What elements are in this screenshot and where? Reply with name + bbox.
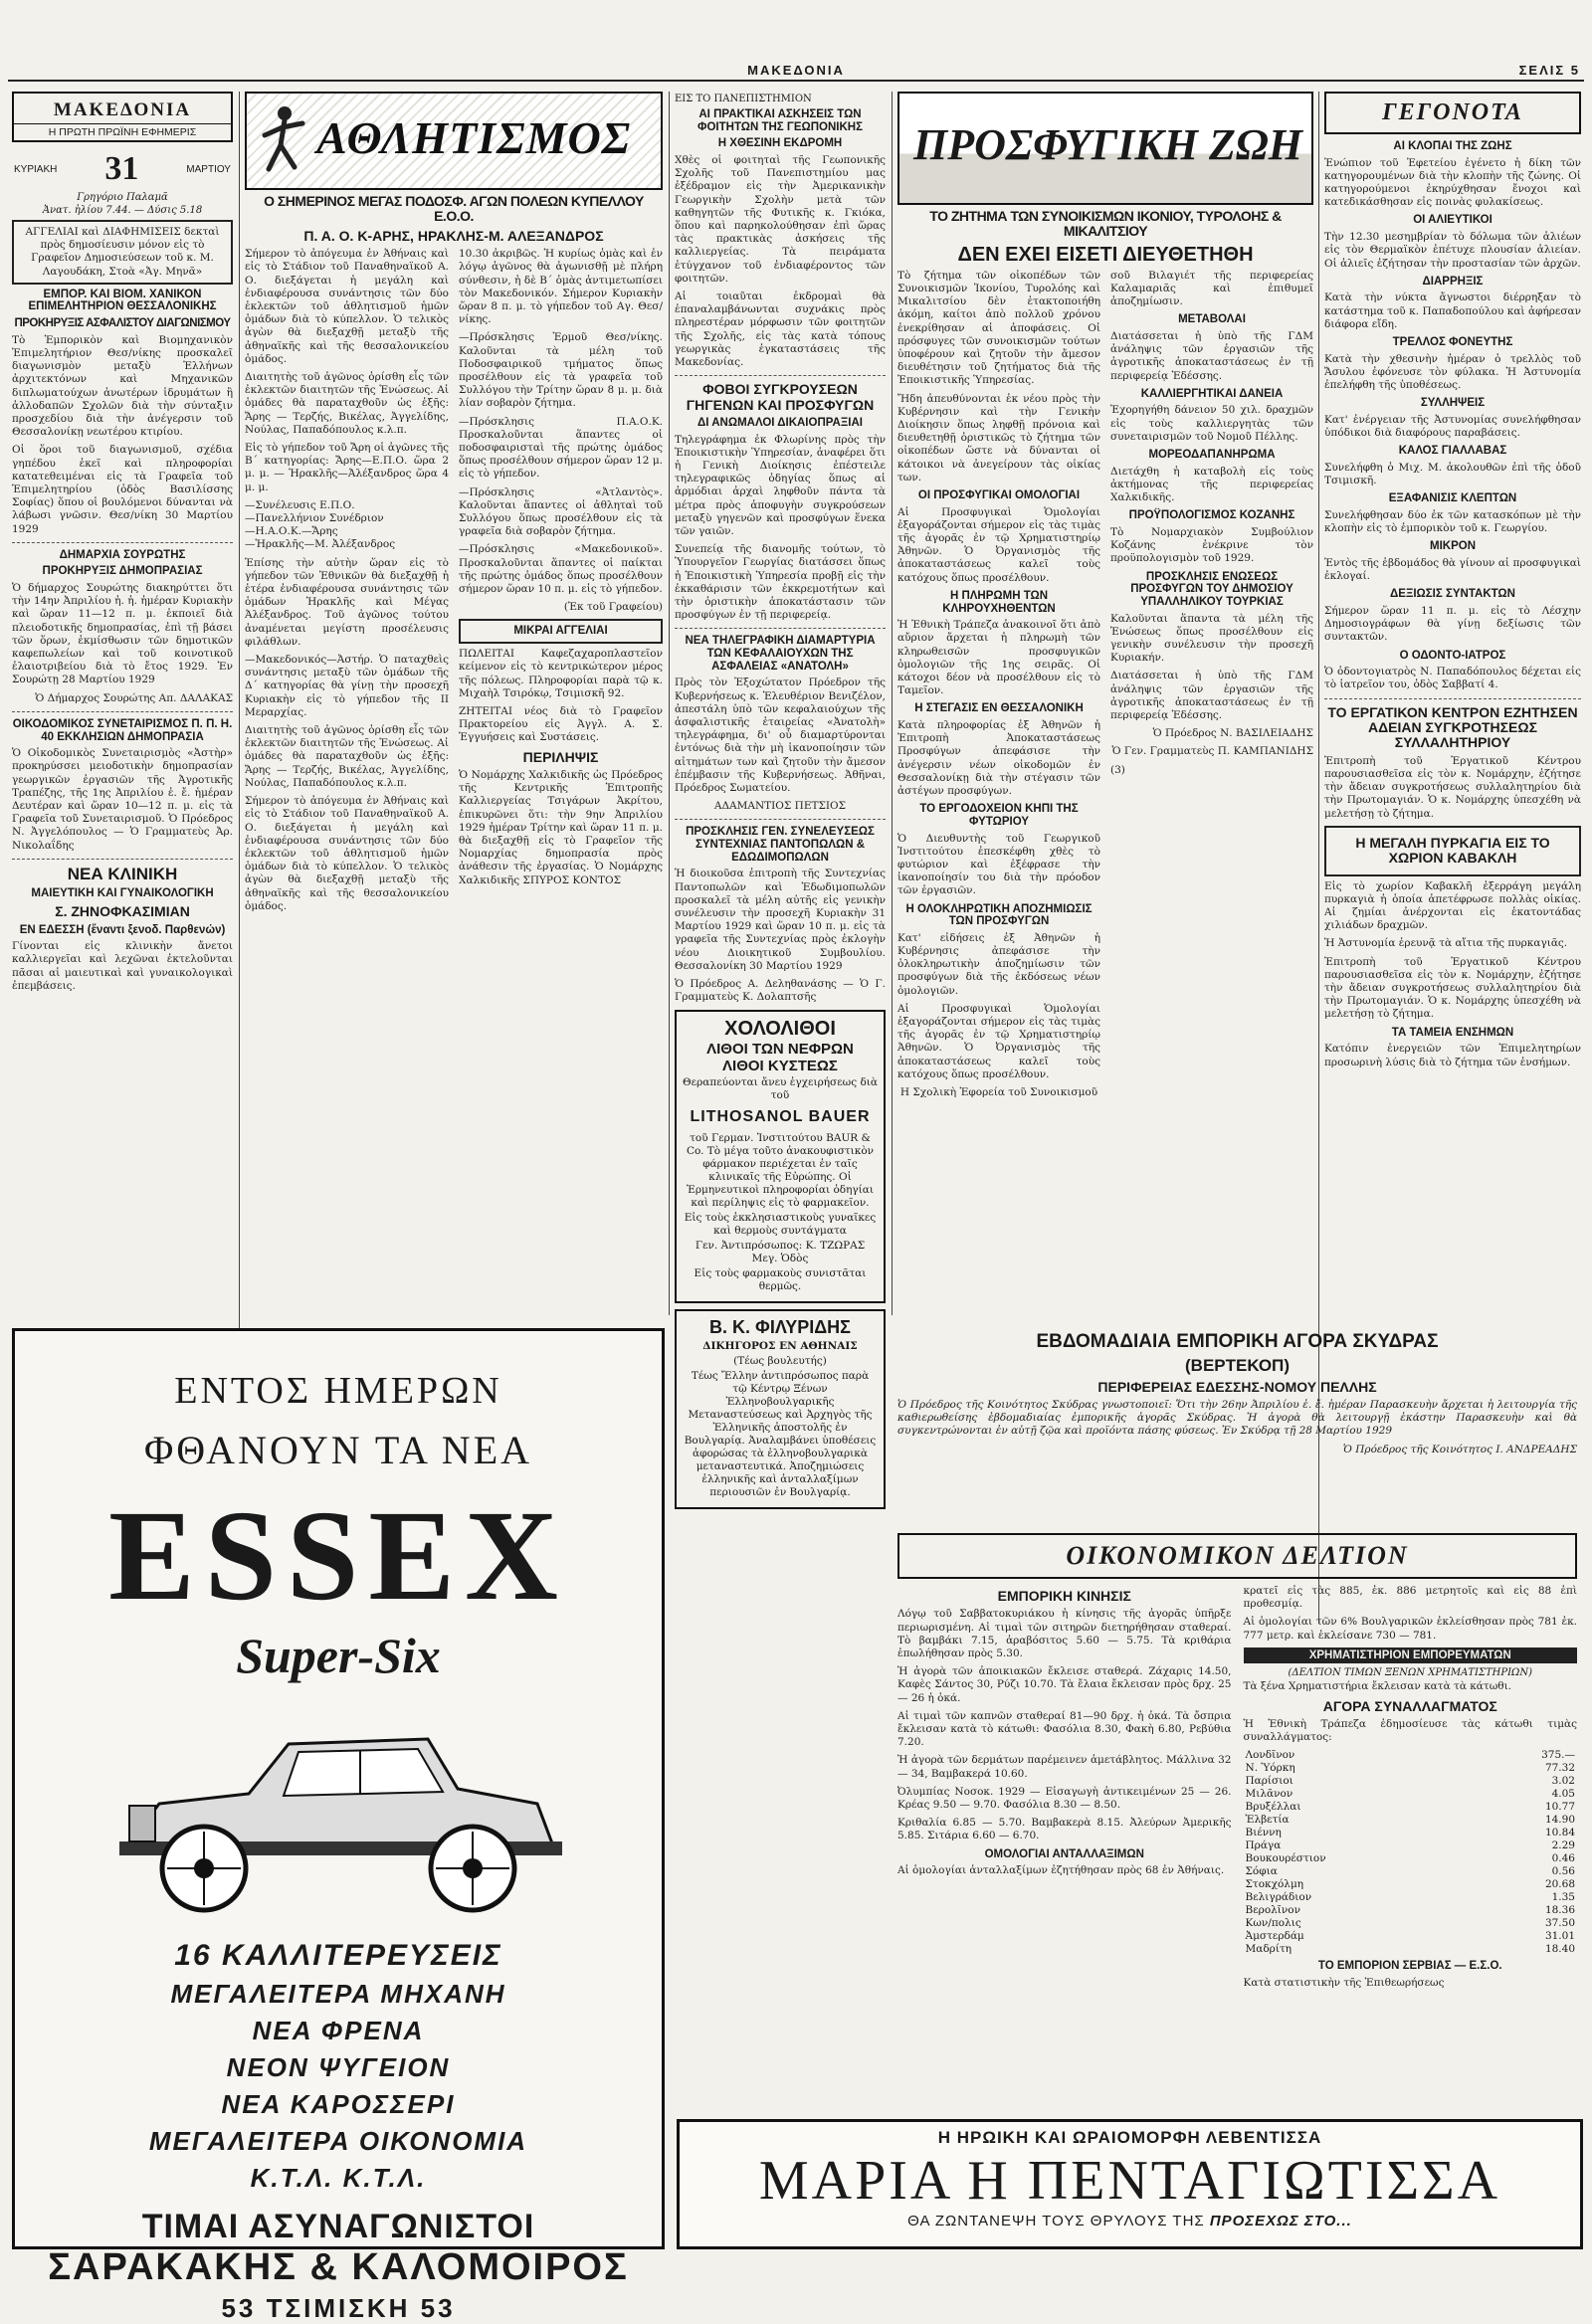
lawyer-name: Β. Κ. ΦΙΛΥΡΙΔΗΣ xyxy=(709,1317,851,1338)
essex-feature: ΝΕΑ ΚΑΡΟΣΣΕΡΙ xyxy=(221,2089,456,2119)
heading-not-resolved: ΔΕΝ ΕΧΕΙ ΕΙΣΕΤΙ ΔΙΕΥΘΕΤΗΘΗ xyxy=(957,243,1254,266)
rate-city: Ἐλβετία xyxy=(1245,1814,1290,1827)
rate-city: Ἀμστερδάμ xyxy=(1245,1930,1304,1943)
address-number: 53 xyxy=(420,2293,456,2323)
article-text: Αἱ τοιαῦται ἐκδρομαὶ θὰ ἐπαναλαμβάνωνται συχνάκις πρὸς πληρεστέραν μόρφωσιν τῶν φοιτητῶν τῆς Σχολῆς, εἰς τὰς κατὰ τόπους γεωργικὰς ἐγκαταστάσεις τῆς Μακεδονίας. xyxy=(675,290,886,368)
rate-value: 10.77 xyxy=(1544,1801,1575,1814)
heading-diarrixis: ΔΙΑΡΡΗΞΙΣ xyxy=(1422,275,1484,288)
market-signature: Ὁ Πρόεδρος τῆς Κοινότητος Ι. ΑΝΔΡΕΑΔΗΣ xyxy=(1342,1443,1577,1455)
heading-dimarxia: ΔΗΜΑΡΧΙΑ ΣΟΥΡΩΤΗΣ xyxy=(59,548,186,561)
col4-left xyxy=(897,270,1100,1104)
article-text: Κατόπιν ἐνεργειῶν τῶν Ἐπιμελητηρίων προσωρινὴ λύσις διὰ τὸ ζήτημα τῶν ἐνσήμων. xyxy=(1324,1043,1581,1068)
heading-main: Ο ΣΗΜΕΡΙΝΟΣ ΜΕΓΑΣ ΠΟΔΟΣΦ. ΑΓΩΝ ΠΟΛΕΩΝ ΚΥΠΕΛΛΟΥ Ε.Ο.Ο. xyxy=(264,193,644,225)
article-text: Αἱ ὁμολογίαι ἀνταλλαξίμων ἐζητήθησαν πρὸς 68 ἐν Ἀθήναις. xyxy=(897,1864,1225,1877)
clinic-subtitle: ΜΑΙΕΥΤΙΚΗ ΚΑΙ ΓΥΝΑΙΚΟΛΟΓΙΚΗ xyxy=(31,887,214,900)
rate-value: 10.84 xyxy=(1544,1827,1575,1840)
heading-synetairismos: ΟΙΚΟΔΟΜΙΚΟΣ ΣΥΝΕΤΑΙΡΙΣΜΟΣ Π. Π. Η. 40 ΕΚΚΛΗΣΙΩΝ ΔΗΜΟΠΡΑΣΙΑ xyxy=(12,717,233,743)
calendar-saint: Γρηγόριο Παλαμᾶ xyxy=(77,192,168,203)
essex-line-2: ΦΘΑΝΟΥΝ ΤΑ ΝΕΑ xyxy=(143,1428,533,1472)
rate-value: 1.35 xyxy=(1551,1891,1575,1904)
rate-city: Μιλᾶνον xyxy=(1245,1788,1294,1801)
sports-col-right xyxy=(459,248,663,918)
heading-stegasis: Η ΣΤΕΓΑΣΙΣ ΕΝ ΘΕΣΣΑΛΟΝΙΚΗ xyxy=(914,702,1084,715)
masthead-name: ΜΑΚΕΔΟΝΙΑ xyxy=(53,99,192,120)
article-text: Αἱ τιμαὶ τῶν καπνῶν σταθεραί 81—90 δρχ. ἡ ὀκά. Τὰ ὄσπρια ἔκλεισαν κατὰ τὸ κάτωθι: Φασόλια 8.30, Φακὴ 6.80, Ρεβύθια 7.20. xyxy=(897,1709,1232,1749)
market-text: Ὁ Πρόεδρος τῆς Κοινότητος Σκύδρας γνωστοποιεῖ: Ὅτι τὴν 26ην Ἀπριλίου ἐ. ἔ. ἡμέραν Παρασκευὴν ἄρχεται ἡ λειτουργία τῆς καθιερωθείσης ἑβδομαδιαίας ἐμπορικῆς ἀγορᾶς Σκύδρας. Ἡ ἀγορὰ θὰ λειτουργῇ ἑκάστην Παρασκευὴν καὶ θὰ συγκεντρώνονται ἐν αὐτῇ ζῷα καὶ προϊόντα πάσης φύσεως. Ἐν Σκύδρᾳ τῇ 28 Μαρτίου 1929 xyxy=(897,1398,1577,1438)
fire-box xyxy=(1324,826,1581,876)
heading-fovoi: ΦΟΒΟΙ ΣΥΓΚΡΟΥΣΕΩΝ ΓΗΓΕΝΩΝ ΚΑΙ ΠΡΟΣΦΥΓΩΝ xyxy=(686,381,875,413)
article-text: Ὁ Οἰκοδομικὸς Συνεταιρισμὸς «Ἀστὴρ» προκηρύσσει μειοδοτικὴν δημοπρασίαν γεωργικῶν ἐργασιῶν τῆς Ἀγροτικῆς Τραπέζης, τῆς 1ης Ἀπριλίου ἐ. ἔ. ἡμέραν Δευτέραν καὶ ὥραν 10—12 π. μ. εἰς τὰ Γραφεῖα τοῦ Συνεταιρισμοῦ. Ὁ Πρόεδρος Ν. Ἀγγελόπουλος — Ὁ Γραμματεὺς Ἀρ. Νικολαΐδης xyxy=(12,747,233,852)
divider xyxy=(12,711,233,712)
heading-agora-synallagmatos: ΑΓΟΡΑ ΣΥΝΑΛΛΑΓΜΑΤΟΣ xyxy=(1322,1697,1497,1714)
article-text: Κριθαλία 6.85 — 5.70. Βαμβακερὰ 8.15. Ἀλεύρων Ἀμερικῆς 5.85. Σιτάρια 6.60 — 6.70. xyxy=(897,1817,1232,1842)
essex-price: ΤΙΜΑΙ ΑΣΥΝΑΓΩΝΙΣΤΟΙ xyxy=(141,2208,535,2245)
heading-dimoprasias: ΠΡΟΚΗΡΥΞΙΣ ΔΗΜΟΠΡΑΣΙΑΣ xyxy=(42,565,203,578)
article-text: Πρὸς τὸν Ἐξοχώτατον Πρόεδρον τῆς Κυβερνήσεως κ. Ἐλευθέριον Βενιζέλον, ἀπεστάλη ὑπὸ τῶν κεφαλαιούχων τῆς ἀσφαλιστικῆς ἑταιρείας «Ἀνατολὴ» τηλεγράφημα, δι' οὗ διαμαρτύρονται ἐντόνως διὰ τὴν μὴ ἱκανοποίησιν τῶν αἰτημάτων των καὶ ζητοῦν τὴν ἄμεσον ἐπέμβασιν τῆς Κυβερνήσεως. Ἀθῆναι, Πρόεδρος Σωματείου. xyxy=(675,677,886,794)
rate-value: 0.46 xyxy=(1551,1852,1575,1865)
rate-city: Πράγα xyxy=(1245,1840,1282,1852)
rate-city: Βρυξέλλαι xyxy=(1245,1801,1301,1814)
heading-diamartyria: ΝΕΑ ΤΗΛΕΓΡΑΦΙΚΗ ΔΙΑΜΑΡΤΥΡΙΑ ΤΩΝ ΚΕΦΑΛΑΙΟΥΧΩΝ ΤΗΣ ΑΣΦΑΛΕΙΑΣ «ΑΝΑΤΟΛΗ» xyxy=(685,635,876,673)
article-text: Λόγῳ τοῦ Σαββατοκυριάκου ἡ κίνησις τῆς ἀγορᾶς ὑπῆρξε περιωρισμένη. Αἱ τιμαὶ τῶν σιτηρῶν διετηρήθησαν σταθεραί. Τὸ βαμβάκι 7.15, ἀραβόσιτος 5.60 — 5.75. Τὰ κριθάρια ἐπωλήθησαν πρὸς 5.30. xyxy=(897,1608,1232,1659)
address-number: 53 xyxy=(221,2293,257,2323)
article-text: —Πρόσκλησις «Μακεδονικοῦ». Προσκαλοῦνται ἅπαντες οἱ παίκται τῆς πρώτης ὁμάδος ὅπως προσέλθουν σήμερον ὥραν 10 π. μ. εἰς τὸ γήπεδον. xyxy=(459,543,663,596)
rate-city: Ν. Ὑόρκη xyxy=(1245,1762,1295,1775)
article-text: Τὸ ζήτημα τῶν οἰκοπέδων τῶν Συνοικισμῶν Ἰκονίου, Τυρολόης καὶ Μικαλιτσίου δὲν ἐτακτοποιήθη ἀκόμη, καίτοι ἀπὸ πολλοῦ χρόνου ἐνεκρίθησαν αἱ ἀποφάσεις. Οἱ πρόσφυγες τῶν συνοικισμῶν τούτων ὑποφέρουν καὶ ζητοῦν τὴν ἄμεσον διευθέτησιν τοῦ ζητήματος διὰ τῆς Ἐποικιστικῆς Ὑπηρεσίας. xyxy=(897,269,1100,387)
heading-alieutikoi: ΟΙ ΑΛΙΕΥΤΙΚΟΙ xyxy=(1413,214,1492,227)
essex-line-1: ΕΝΤΟΣ ΗΜΕΡΩΝ xyxy=(174,1370,502,1412)
rate-city: Βουκουρέστιον xyxy=(1245,1852,1326,1865)
article-text: Αἱ Προσφυγικαὶ Ὁμολογίαι ἐξαγοράζονται σήμερον εἰς τὰς τιμὰς τῆς ἀγορᾶς ἐν τῷ Χρηματιστηρίῳ Ἀθηνῶν. Ὁ Ὀργανισμὸς τῆς ἀποκαταστάσεως καλεῖ τοὺς κατόχους ὅπως προσέλθουν. xyxy=(897,1002,1100,1080)
signature: Ὁ Πρόεδρος Ν. ΒΑΣΙΛΕΙΑΔΗΣ xyxy=(1152,727,1313,740)
rate-city: Βιέννη xyxy=(1245,1827,1282,1840)
heading-tameia: ΤΑ ΤΑΜΕΙΑ ΕΝΣΗΜΩΝ xyxy=(1391,1026,1514,1039)
article-text: Ὁ ὀδοντογιατρὸς Ν. Παπαδόπουλος δέχεται εἰς τὸ ἰατρεῖον του, ὁδὸς Σαββατί 4. xyxy=(1324,666,1581,691)
address-street: ΤΣΙΜΙΣΚΗ xyxy=(266,2293,411,2323)
masthead-tagline: Η ΠΡΩΤΗ ΠΡΩΪΝΗ ΕΦΗΜΕΡΙΣ xyxy=(14,123,231,140)
col4-two-col xyxy=(897,270,1313,1104)
ad-agent: Γεν. Ἀντιπρόσωπος: Κ. ΤΖΩΡΑΣ Μεγ. Ὁδὸς xyxy=(695,1240,866,1265)
article-text: Εἰς τὸ χωρίον Καβακλῆ ἐξερράγη μεγάλη πυρκαγιὰ ἡ ὁποία ἀπετέφρωσε πολλὰς οἰκίας. Αἱ ζημίαι ἀνέρχονται εἰς ἑκατοντάδας χιλιάδων δραχμῶν. xyxy=(1324,879,1581,932)
column-3 xyxy=(675,92,886,2111)
column-4 xyxy=(897,92,1313,1320)
article-text: Ὁ Νομάρχης Χαλκιδικῆς ὡς Πρόεδρος τῆς Κεντρικῆς Ἐπιτροπῆς Καλλιεργείας Τσιγάρων Ἀκρίτου, ἐπικυρῶνει ὅτι: τὴν 9ην Ἀπριλίου 1929 ἡμέραν Τρίτην καὶ ὥραν 11 π. μ. θὰ διεξαχθῇ εἰς τὸ Γραφεῖον τῆς Νομαρχίας δημοπρασία πρὸς ἀνάθεσιν τῆς ἐργασίας. Ὁ Νομάρχης Χαλκιδικῆς ΣΠΥΡΟΣ ΚΟΝΤΟΣ xyxy=(459,768,663,886)
article-text: Καλοῦνται ἅπαντα τὰ μέλη τῆς Ἑνώσεως ὅπως προσέλθουν εἰς γενικὴν συνέλευσιν τὴν προσεχῆ Κυριακήν. xyxy=(1110,612,1313,665)
heading-ekdromi: Η ΧΘΕΣΙΝΗ ΕΚΔΡΟΜΗ xyxy=(717,137,843,150)
article-text: Σήμερον ὥραν 11 π. μ. εἰς τὸ Λέσχην Δημοσιογράφων θὰ γίνῃ δεξίωσις τῶν συντακτῶν. xyxy=(1324,605,1581,644)
rate-value: 18.40 xyxy=(1544,1943,1575,1956)
heading-moredap: ΜΟΡΕΟΔΑΠΑΝΗΡΩΜΑ xyxy=(1148,449,1276,462)
signature: (Ἐκ τοῦ Γραφείου) xyxy=(563,601,663,614)
heading-emporiki-kinisis: ΕΜΠΟΡΙΚΗ ΚΙΝΗΣΙΣ xyxy=(997,1588,1131,1604)
column-2-sports xyxy=(245,92,663,1320)
heading-klopai: ΑΙ ΚΛΟΠΑΙ ΤΗΣ ΖΩΗΣ xyxy=(1393,140,1512,152)
article-text: Κατὰ τὴν νύκτα ἄγνωστοι διέρρηξαν τὸ κατάστημα τοῦ κ. Παπαδοπούλου καὶ ἀφήρεσαν διάφορα εἴδη. xyxy=(1324,291,1581,330)
heading-synoikismoi: ΤΟ ΖΗΤΗΜΑ ΤΩΝ ΣΥΝΟΙΚΙΣΜΩΝ ΙΚΟΝΙΟΥ, ΤΥΡΟΛΟΗΣ & ΜΙΚΑΛΙΤΣΙΟΥ xyxy=(929,208,1282,240)
heading-serbia: ΤΟ ΕΜΠΟΡΙΟΝ ΣΕΡΒΙΑΣ — Ε.Σ.Ο. xyxy=(1317,1960,1502,1973)
rate-row xyxy=(1244,1865,1578,1878)
heading-apozimiosis: Η ΟΛΟΚΛΗΡΩΤΙΚΗ ΑΠΟΖΗΜΙΩΣΙΣ ΤΩΝ ΠΡΟΣΦΥΓΩΝ xyxy=(905,902,1093,928)
rate-value: 37.50 xyxy=(1544,1917,1575,1930)
ad-text: τοῦ Γερμαν. Ἰνστιτούτου BAUR & Co. Τὸ μέγα τοῦτο ἀνακουφιστικὸν φάρμακον περιέχεται ἐν ταῖς κλινικαῖς τῆς Εὐρώπης. Οἱ Ἑρμηνευτικοὶ πληροφορίαι ὁδηγίαι καὶ περίληψις εἰς τὸ φαρμακεῖον. xyxy=(686,1132,875,1210)
heading-geoponiki: ΑΙ ΠΡΑΚΤΙΚΑΙ ΑΣΚΗΣΕΙΣ ΤΩΝ ΦΟΙΤΗΤΩΝ ΤΗΣ ΓΕΩΠΟΝΙΚΗΣ xyxy=(697,108,863,133)
signature: ΑΔΑΜΑΝΤΙΟΣ ΠΕΤΣΙΟΣ xyxy=(713,800,847,813)
sports-banner-title: ΑΘΛΗΤΙΣΜΟΣ xyxy=(316,112,632,163)
film-tagline: Η ΗΡΩΙΚΗ ΚΑΙ ΩΡΑΙΟΜΟΡΦΗ ΛΕΒΕΝΤΙΣΣΑ xyxy=(937,2128,1322,2147)
issue-number: (3) xyxy=(1110,763,1125,776)
rate-value: 31.01 xyxy=(1544,1930,1575,1943)
rate-row xyxy=(1244,1891,1578,1904)
rate-value: 20.68 xyxy=(1544,1878,1575,1891)
heading-pliromi: Η ΠΛΗΡΩΜΗ ΤΩΝ ΚΛΗΡΟΥΧΗΘΕΝΤΩΝ xyxy=(942,589,1056,615)
ad-text: Εἰς τοὺς ἐκκλησιαστικοὺς γυναῖκες καὶ θερμοὺς συντάγματα xyxy=(684,1212,877,1238)
sports-col-left xyxy=(245,248,449,918)
article-text: Ἐπιτροπὴ τοῦ Ἐργατικοῦ Κέντρου παρουσιασθεῖσα εἰς τὸν κ. Νομάρχην, ἐζήτησε τὴν ἄδειαν συγκροτήσεως συλλαλητηρίου διὰ τὴν Πρωτομαγιάν. Ὁ κ. Νομάρχης ὑπεσχέθη νὰ μελετήσῃ τὸ ζήτημα. xyxy=(1324,754,1581,820)
heading-ergatiko: ΤΟ ΕΡΓΑΤΙΚΟΝ ΚΕΝΤΡΟΝ ΕΖΗΤΗΣΕΝ ΑΔΕΙΑΝ ΣΥΓΚΡΟΤΗΣΕΩΣ ΣΥΛΛΑΛΗΤΗΡΙΟΥ xyxy=(1327,703,1578,751)
divider xyxy=(675,628,886,629)
article-text: Ἡ ἀγορὰ τῶν δερμάτων παρέμεινεν ἀμετάβλητος. Μάλλινα 32 — 34, Βαμβακερά 10.60. xyxy=(897,1754,1232,1780)
article-text: —Πρόσκλησις Π.Α.Ο.Κ. Προσκαλοῦνται ἅπαντες οἱ ποδοσφαιρισταὶ τῆς πρώτης ὁμάδος ὅπως προσέλθουν σήμερον ὥραν 12 μ. εἰς τὸ γήπεδον. xyxy=(459,415,663,481)
article-text: Τὴν 12.30 μεσημβρίαν τὸ δόλωμα τῶν ἁλιέων εἰς τὸν Θερμαϊκὸν ἐπέτυχε πλουσίαν ἁλιείαν. Οἱ ἁλιεῖς ἐζήτησαν τὴν προστασίαν τῶν ἀρχῶν. xyxy=(1324,231,1581,270)
ads-notice: ΑΓΓΕΛΙΑΙ καὶ ΔΙΑΦΗΜΙΣΕΙΣ δεκταὶ πρὸς δημοσίευσιν μόνον εἰς τὸ Γραφεῖον Δημοσιεύσεων τοῦ κ. Μ. Λαγουδάκη, Στοὰ «Ἀγ. Μηνᾶ» xyxy=(12,220,233,285)
article-text: Εἰς τὸ γήπεδον τοῦ Ἄρη οἱ ἀγῶνες τῆς Β΄ κατηγορίας: Ἄρης—Ε.Π.Ο. ὥρα 2 μ. μ. — Ἡρακλῆς—Ἀλέξανδρος ὥρα 4 μ. μ. xyxy=(245,442,449,493)
article-text: Ἡ ἀγορὰ τῶν ἀποικιακῶν ἔκλεισε σταθερά. Ζάχαρις 14.50, Καφὲς Σάντος 30, Ρύζι 10.70. Τὰ ἔλαια ἔκλεισαν πρὸς δρχ. 25 — 26 ἡ ὀκά. xyxy=(897,1665,1232,1704)
rate-row xyxy=(1244,1814,1578,1827)
rate-row xyxy=(1244,1840,1578,1852)
article-text: Ἡ διοικοῦσα ἐπιτροπὴ τῆς Συντεχνίας Παντοπωλῶν καὶ Ἐδωδιμοπωλῶν προσκαλεῖ τὰ μέλη αὐτῆς εἰς γενικὴν συνέλευσιν τὴν προσεχῆ Κυριακὴν 31 Μαρτίου 1929 καὶ ὥραν 10 π. μ. εἰς τὰ γραφεῖα τῆς Συντεχνίας πρὸς ἐκλογὴν νέου Διοικητικοῦ Συμβουλίου. Θεσσαλονίκη 30 Μαρτίου 1929 xyxy=(675,868,886,972)
rate-row xyxy=(1244,1775,1578,1788)
article-text: σοῦ Βιλαγιέτ τῆς περιφερείας Καλαμαριᾶς καὶ ἐπιθυμεῖ ἀποζημίωσιν. xyxy=(1110,269,1313,308)
essex-brand: ESSEX xyxy=(108,1484,568,1628)
rate-row xyxy=(1244,1801,1578,1814)
rate-value: 3.02 xyxy=(1551,1775,1575,1788)
rate-row xyxy=(1244,1943,1578,1956)
masthead xyxy=(12,92,233,142)
article-text: 10.30 ἀκριβῶς. Ἡ κυρίως ὁμὰς καὶ ἐν λόγῳ ἀγῶνος θὰ ἀγωνισθῇ μὲ πλήρη σύνθεσιν, ἡ δὲ Β΄ ὁμὰς ἀντιμετωπίσει τὸν Μακεδονικόν. Σήμερον Κυριακὴν ὥραν 8 π. μ. τὸ γήπεδον τοῦ Αγ. Θεσ/νίκης. xyxy=(459,248,663,326)
essex-model: Super-Six xyxy=(236,1628,441,1683)
rate-city: Παρίσιοι xyxy=(1245,1775,1294,1788)
market-title-3: ΠΕΡΙΦΕΡΕΙΑΣ ΕΔΕΣΣΗΣ-ΝΟΜΟΥ ΠΕΛΛΗΣ xyxy=(1097,1378,1377,1395)
rate-row xyxy=(1244,1878,1578,1891)
page-header xyxy=(8,62,1584,82)
rate-row xyxy=(1244,1788,1578,1801)
rate-row xyxy=(1244,1930,1578,1943)
rate-row xyxy=(1244,1852,1578,1865)
rate-row xyxy=(1244,1904,1578,1917)
rate-value: 375.— xyxy=(1541,1749,1575,1762)
article-text: Διαιτητὴς τοῦ ἀγῶνος ὀρίσθη εἷς τῶν ἐκλεκτῶν διαιτητῶν τῆς Ἑνώσεως. Αἱ ὁμάδες θὰ παραταχθοῦν ὡς ἑξῆς: Ἄρης — Τερζής, Βικέλας, Ἀγγελίδης, Νούλας, Παπαδόπουλος κ.λ.π. xyxy=(245,724,449,789)
ad-brand: LITHOSANOL BAUER xyxy=(690,1108,871,1126)
essex-advertisement xyxy=(12,1328,665,2323)
article-text: Ἤδη ἀπευθύνονται ἐκ νέου πρὸς τὴν Κυβέρνησιν καὶ τὴν Γενικὴν Διοίκησιν ὅπως ληφθῇ πρόνοια καὶ διευθετηθῇ ὁριστικῶς τὸ ζήτημα τῶν οἰκοπέδων ὥστε νὰ δύνανται οἱ κάτοικοι νὰ ἀνεγείρουν τὰς οἰκίας των. xyxy=(897,392,1100,484)
article-text: Ἐπιτροπὴ τοῦ Ἐργατικοῦ Κέντρου παρουσιασθεῖσα εἰς τὸν κ. Νομάρχην, ἐζήτησε τὴν ἄδειαν συγκροτήσεως συλλαλητηρίου διὰ τὴν Πρωτομαγιάν. Ὁ κ. Νομάρχης ὑπεσχέθη νὰ μελετήσῃ τὸ ζήτημα. xyxy=(1324,955,1581,1021)
article-text: Διατάσσεται ἡ ὑπὸ τῆς ΓΔΜ ἀνάληψις τῶν ἐργασιῶν τῆς ἀγροτικῆς ἀποκαταστάσεως ἐν τῇ περιφερείᾳ Ἐδέσσης. xyxy=(1110,330,1313,382)
essex-address xyxy=(15,2293,662,2324)
ad-text: Θεραπεύονται ἄνευ ἐγχειρήσεως διὰ τοῦ xyxy=(683,1076,878,1102)
rate-row xyxy=(1244,1749,1578,1762)
article-text: Τὰ ξένα Χρηματιστήρια ἔκλεισαν κατὰ τὰ κάτωθι. xyxy=(1243,1680,1512,1693)
signature: Ὁ Πρόεδρος Α. Δεληθανάσης — Ὁ Γ. Γραμματεὺς Κ. Δολαπτσῆς xyxy=(675,977,886,1004)
heading-emporiko: ΕΜΠΟΡ. ΚΑΙ ΒΙΟΜ. ΧΑΝΙΚΟΝ ΕΠΙΜΕΛΗΤΗΡΙΟΝ ΘΕΣΣΑΛΟΝΙΚΗΣ xyxy=(28,288,217,313)
clinic-location: ΕΝ ΕΔΕΣΣΗ (ἔναντι ξενοδ. Παρθενών) xyxy=(19,923,226,936)
article-text: Κατ' ἐνέργειαν τῆς Ἀστυνομίας συνελήφθησαν ὑπόδικοι διὰ διαφόρους παραβάσεις. xyxy=(1324,413,1581,440)
essex-feature: ΝΕΟΝ ΨΥΓΕΙΟΝ xyxy=(226,2052,451,2082)
rate-city: Σόφια xyxy=(1245,1865,1278,1878)
month: ΜΑΡΤΙΟΥ xyxy=(186,163,231,175)
article-text: Οἱ ὅροι τοῦ διαγωνισμοῦ, σχέδια γηπέδου ἐκεῖ καὶ πληροφορίαι κατατεθειμέναι εἰς τὰ Γραφεῖα τοῦ Ἐπιμελητηρίου (ὁδὸς Βασιλίσσης Σοφίας) ὅπου οἱ βουλόμενοι δύνανται νὰ λάβωσι γνῶσιν. Θεσ/νίκη 30 Μαρτίου 1929 xyxy=(12,444,233,535)
film-subline xyxy=(680,2213,1580,2229)
ad-line: ΛΙΘΟΙ ΤΩΝ ΝΕΦΡΩΝ xyxy=(706,1041,854,1059)
column-1 xyxy=(12,92,233,1320)
article-text: —Πρόσκλησις Ἐρμοῦ Θεσ/νίκης. Καλοῦνται τὰ μέλη τοῦ Ποδοσφαιρικοῦ τμήματος ὅπως προσέλθουν εἰς τὰ γραφεῖα τοῦ Συλλόγου τὴν Τρίτην ὥραν 8 μ. μ. διὰ λίαν σοβαρὸν ζήτημα. xyxy=(459,331,663,410)
article-text: Αἱ ὁμολογίαι τῶν 6% Βουλγαρικῶν ἐκλείσθησαν πρὸς 781 ἐκ. 777 μετρ. καὶ ἐκλείσανε 730 — 781. xyxy=(1243,1616,1577,1642)
rate-value: 0.56 xyxy=(1551,1865,1575,1878)
article-text: Κατὰ τὴν χθεσινὴν ἡμέραν ὁ τρελλὸς τοῦ Ἄσυλου ἐφόνευσε τὸν φύλακα. Ἡ Ἀστυνομία ἐπελήφθη τῆς ὑποθέσεως. xyxy=(1324,352,1581,391)
column-rule xyxy=(892,92,893,1315)
school-signature: Η Σχολικὴ Ἐφορεία τοῦ Συνοικισμοῦ xyxy=(899,1086,1098,1099)
article-text: Ἐνώπιον τοῦ Ἐφετείου ἐγένετο ἡ δίκη τῶν κατηγορουμένων διὰ τὴν κλοπὴν τῆς ζώνης. Οἱ κατηγορούμενοι ἐκηρύχθησαν ἔνοχοι καὶ κατεδικάσθησαν εἰς ποινὰς φυλακίσεως. xyxy=(1324,156,1581,209)
column-rule xyxy=(669,92,670,1315)
rate-value: 77.32 xyxy=(1544,1762,1575,1775)
article-text: Αἱ Προσφυγικαὶ Ὁμολογίαι ἐξαγοράζονται σήμερον εἰς τὰς τιμὰς τῆς ἀγορᾶς ἐν τῷ Χρηματιστηρίῳ Ἀθηνῶν. Ὁ Ὀργανισμὸς τῆς ἀποκαταστάσεως καλεῖ τοὺς κατόχους ὅπως προσέλθουν. xyxy=(897,505,1100,584)
heading-dexiosis: ΔΕΞΙΩΣΙΣ ΣΥΝΤΑΚΤΩΝ xyxy=(1390,588,1515,601)
athlete-icon xyxy=(255,103,312,177)
small-ads-heading: ΜΙΚΡΑΙ ΑΓΓΕΛΙΑΙ xyxy=(459,619,663,644)
refugee-life-banner xyxy=(897,92,1313,205)
rate-value: 18.36 xyxy=(1544,1904,1575,1917)
film-subline-text: ΘΑ ΖΩΝΤΑΝΕΨΗ ΤΟΥΣ ΘΡΥΛΟΥΣ ΤΗΣ xyxy=(907,2212,1205,2229)
essex-feature: ΜΕΓΑΛΕΙΤΕΡΑ ΟΙΚΟΝΟΜΙΑ xyxy=(148,2126,528,2156)
article-text: Συνεπείᾳ τῆς διανομῆς τούτων, τὸ Ὑπουργεῖον Γεωργίας διατάσσει ὅπως ἡ Ἐποικιστικὴ Ὑπηρεσία προβῇ εἰς τὴν ἐκκαθάρισιν τῶν ἐκκρεμοτήτων καὶ τὴν ὁριστικὴν ἀποκατάστασιν τῶν προσφύγων ἐν τῇ περιφερείᾳ. xyxy=(675,543,886,622)
rate-row xyxy=(1244,1917,1578,1930)
divider xyxy=(12,859,233,860)
econ-two-col xyxy=(897,1585,1577,1995)
econ-left xyxy=(897,1585,1232,1995)
date-box xyxy=(12,148,233,190)
article-text: Τὸ Νομαρχιακὸν Συμβούλιον Κοζάνης ἐνέκρινε τὸν προϋπολογισμὸν τοῦ 1929. xyxy=(1110,525,1313,565)
rate-city: Κων/πολις xyxy=(1245,1917,1301,1930)
divider xyxy=(675,819,886,820)
clinic-doctor: Σ. ΖΗΝΟΦΚΑΣΙΜΙΑΝ xyxy=(55,903,190,920)
rate-city: Λονδῖνον xyxy=(1245,1749,1295,1762)
article-text: Κατὰ πληροφορίας ἐξ Ἀθηνῶν ἡ Ἐπιτροπὴ Ἀποκαταστάσεως Προσφύγων ἀπεφάσισε τὴν ἀνέγερσιν νέων οἰκοδομῶν ἐν Θεσσαλονίκῃ διὰ τὴν στέγασιν τῶν ἀστέγων προσφύγων. xyxy=(897,719,1100,798)
divider xyxy=(675,375,886,376)
rate-value: 2.29 xyxy=(1551,1840,1575,1852)
weekday: ΚΥΡΙΑΚΗ xyxy=(14,163,58,175)
article-text: Ὁ δήμαρχος Σουρώτης διακηρύττει ὅτι τὴν 14ην Ἀπριλίου ἡ. ἡ. ἡμέραν Κυριακὴν καὶ ὥραν 11—12 π. μ. ἐκποιεῖ διὰ πλειοδοτικῆς δημοπρασίας, ἐπὶ τῇ βάσει τῶν ὅρων, ἐκμίσθωσιν τῶν δημοτικῶν καφεπωλείων καὶ τοῦ κοινοτικοῦ ἐλαιοτριβείου διὰ τὸ ἔτος 1929. Ἐν Σουρώτῃ 28 Μαρτίου 1929 xyxy=(12,582,233,686)
article-text: Χθὲς οἱ φοιτηταὶ τῆς Γεωπονικῆς Σχολῆς τοῦ Πανεπιστημίου μας ἐξέδραμον εἰς τὴν Ἀμερικανικὴν Γεωργικὴν Σχολὴν μετὰ τῶν καθηγητῶν τῆς Φυτικῆς κ. Γκιόκα, ὅπου καὶ παρηκολούθησαν ἐπὶ ὥρας τὰς πρακτικὰς ἀσκήσεις τῆς καλλιεργείας. Τὰ πειράματα ἐτύγχανον τοῦ ἐνδιαφέροντος τῶν φοιτητῶν. xyxy=(675,153,886,285)
heading-kozani: ΠΡΟΫΠΟΛΟΓΙΣΜΟΣ ΚΟΖΑΝΗΣ xyxy=(1128,509,1295,522)
article-text: —Μακεδονικός—Ἀστήρ. Ὁ παταχθεὶς συνάντησις μεταξὺ τῶν ὁμάδων τῆς Δ΄ κατηγορίας θὰ γίνῃ τὴν προσεχῆ Κυριακὴν εἰς τὸ γήπεδον τῆς ΙΙ Μεραρχίας. xyxy=(245,654,449,718)
article-text: κρατεῖ εἰς τὰς 885, ἐκ. 886 μετρητοῖς καὶ εἰς 88 ἐπὶ προθεσμίᾳ. xyxy=(1243,1585,1577,1611)
essex-feature: 16 ΚΑΛΛΙΤΕΡΕΥΣΕΙΣ xyxy=(174,1939,502,1972)
heading-giallavas: ΚΑΛΟΣ ΓΙΑΛΛΑΒΑΣ xyxy=(1398,445,1507,458)
lawyer-role: ΔΙΚΗΓΟΡΟΣ ΕΝ ΑΘΗΝΑΙΣ xyxy=(702,1340,858,1353)
essex-firm: ΣΑΡΑΚΑΚΗΣ & ΚΑΛΟΜΟΙΡΟΣ xyxy=(48,2246,629,2288)
economic-banner: ΟΙΚΟΝΟΜΙΚΟΝ ΔΕΛΤΙΟΝ xyxy=(897,1533,1577,1579)
economic-bulletin xyxy=(897,1527,1577,2109)
film-advertisement xyxy=(677,2119,1583,2249)
market-title-2: (ΒΕΡΤΕΚΟΠ) xyxy=(1185,1355,1290,1375)
divider xyxy=(1324,698,1581,699)
heading-proskl: ΠΡΟΣΚΛΗΣΙΣ ΕΝΩΣΕΩΣ ΠΡΟΣΦΥΓΩΝ ΤΟΥ ΔΗΜΟΣΙΟΥ ΥΠΑΛΛΗΛΙΚΟΥ ΤΟΥΡΚΙΑΣ xyxy=(1130,570,1294,608)
divider xyxy=(12,542,233,543)
article-text: Κατ' εἰδήσεις ἐξ Ἀθηνῶν ἡ Κυβέρνησις ἀπεφάσισε τὴν ὁλοκληρωτικὴν ἀποζημίωσιν τῶν προσφύγων διὰ τῆς ἐκδόσεως νέων ὁμολογιῶν. xyxy=(897,931,1100,997)
article-text: Σήμερον τὸ ἀπόγευμα ἐν Ἀθήναις καὶ εἰς τὸ Στάδιον τοῦ Παναθηναϊκοῦ Α. Ο. διεξάγεται ἡ μεγάλη καὶ ἐνδιαφέρουσα συνάντησις τῶν δύο ἐκλεκτῶν τοῦ ἀθλητισμοῦ ἡμῶν ὁμάδων διὰ τὸ κύπελλον. Ὁ τελικὸς ἀγὼν θὰ διεξαχθῇ μεταξὺ τῆς ἀθηναϊκῆς καὶ τῆς θεσσαλονικείου ὁμάδος. xyxy=(245,795,449,912)
heading-metabolai: ΜΕΤΑΒΟΛΑΙ xyxy=(1178,313,1246,326)
heading-odontiatros: Ο ΟΔΟΝΤΟ-ΙΑΤΡΟΣ xyxy=(1399,649,1506,662)
rate-value: 4.05 xyxy=(1551,1788,1575,1801)
heading-kleptai: ΕΞΑΦΑΝΙΣΙΣ ΚΛΕΠΤΩΝ xyxy=(1388,492,1517,505)
article-text: Διατάσσεται ἡ ὑπὸ τῆς ΓΔΜ ἀνάληψις τῶν ἐργασιῶν τῆς ἀγροτικῆς ἀποκαταστάσεως ἐν τῇ περιφερείᾳ Ἐδέσσης. xyxy=(1110,670,1313,721)
header-page-number: ΣΕΛΙΣ 5 xyxy=(1518,63,1580,78)
article-text: Ἐχορηγήθη δάνειον 50 χιλ. δραχμῶν εἰς τοὺς καλλιεργητὰς τῶν συνεταιρισμῶν τοῦ Νομοῦ Πέλλης. xyxy=(1110,404,1313,443)
essex-feature: ΜΕΓΑΛΕΙΤΕΡΑ ΜΗΧΑΝΗ xyxy=(170,1979,506,2009)
lawyer-ad xyxy=(675,1309,886,1509)
clinic-text: Γίνονται εἰς κλινικὴν ἄνετοι καλλιεργεῖαι καὶ λεχῶναι ἐκτελοῦνται πᾶσαι αἱ μαιευτικαὶ καὶ γυναικολογικαὶ ἐπεμβάσεις. xyxy=(12,940,233,992)
heading-omologiai: ΟΙ ΠΡΟΣΦΥΓΙΚΑΙ ΟΜΟΛΟΓΙΑΙ xyxy=(917,489,1081,502)
lithosanol-ad xyxy=(675,1010,886,1303)
heading-prokirixeis: ΠΡΟΚΗΡΥΞΙΣ ΑΣΦΑΛΙΣΤΟΥ ΔΙΑΓΩΝΙΣΜΟΥ xyxy=(14,317,231,330)
sports-banner xyxy=(245,92,663,190)
article-text: Τηλεγράφημα ἐκ Φλωρίνης πρὸς τὴν Ἐποικιστικὴν Ὑπηρεσίαν, ἀναφέρει ὅτι ἡ Γενικὴ Διοίκησις ἐπέστειλε τηλεγραφικῶς ὁδηγίας ὅπως αἱ ἀρμόδιαι ἀρχαὶ ληφθοῦν πάντα τὰ μέτρα πρὸς ἀποφυγὴν συγκρούσεων μεταξὺ γηγενῶν καὶ προσφύγων ἕνεκα τῶν γαιῶν. xyxy=(675,433,886,538)
article-text: Κατὰ στατιστικὴν τῆς Ἐπιθεωρήσεως xyxy=(1243,1977,1445,1990)
article-text: Σήμερον τὸ ἀπόγευμα ἐν Ἀθήναις καὶ εἰς τὸ Στάδιον τοῦ Παναθηναϊκοῦ Α. Ο. διεξάγεται ἡ μεγάλη καὶ ἐνδιαφέρουσα συνάντησις τῶν δύο ἐκλεκτῶν τοῦ ἀθλητισμοῦ ἡμῶν ὁμάδων διὰ τὸ κύπελλον. Ὁ τελικὸς ἀγὼν θὰ διεξαχθῇ μεταξὺ τῆς ἀθηναϊκῆς καὶ τῆς θεσσαλονικείου ὁμάδος. xyxy=(245,248,449,365)
signature: Ὁ Γεν. Γραμματεὺς Π. ΚΑΜΠΑΝΙΔΗΣ xyxy=(1111,745,1313,758)
film-coming-soon: ΠΡΟΣΕΧΩΣ ΣΤΟ... xyxy=(1209,2212,1352,2229)
ad-line: ΛΙΘΟΙ ΚΥΣΤΕΩΣ xyxy=(722,1058,838,1075)
rate-city: Στοκχόλμη xyxy=(1245,1878,1304,1891)
small-ad: ΖΗΤΕΙΤΑΙ νέος διὰ τὸ Γραφεῖον Πρακτορείου εἰς Ἀγγλ. Α. Σ. Ἐγγυήσεις καὶ Συστάσεις. xyxy=(459,704,663,744)
heading-xrimatistirion: ΧΡΗΜΑΤΙΣΤΗΡΙΟΝ ΕΜΠΟΡΕΥΜΑΤΩΝ xyxy=(1244,1647,1578,1664)
essex-feature: Κ.Τ.Λ. Κ.Τ.Λ. xyxy=(250,2163,427,2193)
refugee-life-title: ΠΡΟΣΦΥΓΙΚΗ ΖΩΗ xyxy=(913,120,1302,169)
econ-right xyxy=(1244,1585,1578,1995)
heading-teams: Π. Α. Ο. Κ-ΑΡΗΣ, ΗΡΑΚΛΗΣ-Μ. ΑΛΕΞΑΝΔΡΟΣ xyxy=(303,227,604,244)
sports-two-col xyxy=(245,248,663,918)
article-text: Ἡ Ἀστυνομία ἐρευνᾷ τὰ αἴτια τῆς πυρκαγιᾶς. xyxy=(1324,937,1568,950)
heading-perilipsis: ΠΕΡΙΛΗΨΙΣ xyxy=(522,748,599,765)
heading-mikron: ΜΙΚΡΟΝ xyxy=(1430,540,1476,553)
rate-city: Μαδρίτη xyxy=(1245,1943,1293,1956)
ad-title: ΧΟΛΟΛΙΘΟΙ xyxy=(724,1018,836,1041)
rate-row xyxy=(1244,1762,1578,1775)
article-text: Ὀλυμπίας Νοσοκ. 1929 — Εἰσαγωγὴ ἀντικειμένων 25 — 26. Κρέας 9.50 — 9.70. Φασόλια 8.30 — 8.50. xyxy=(897,1785,1232,1812)
heading-kalliergeia: ΚΑΛΛΙΕΡΓΗΤΙΚΑΙ ΔΑΝΕΙΑ xyxy=(1140,387,1284,400)
ad-text: Εἰς τοὺς φαρμακοὺς συνιστᾶται θερμῶς. xyxy=(694,1267,867,1293)
rate-city: Βελιγράδιον xyxy=(1245,1891,1312,1904)
lawyer-text: Τέως Ἔλλην ἀντιπρόσωπος παρὰ τῷ Κέντρῳ Ξένων Ἐλληνοβουλγαρικῆς Μεταναστεύσεως καὶ Ἀρχηγὸς τῆς Ἐλληνικῆς ἀποστολῆς ἐν Βουλγαρίᾳ. Ἀναλαμβάνει ὑποθέσεις ἀφορώσας τὰ ἐλληνοβουλγαρικὰ μεταναστευτικά. Ἀποζημιώσεις ἐλληνικῆς καὶ ἀνταλλαξίμων περιουσιῶν ἐν Βουλγαρίᾳ. xyxy=(684,1370,877,1499)
article-text: Ἡ Ἐθνικὴ Τράπεζα ἐδημοσίευσε τὰς κάτωθι τιμὰς συναλλάγματος: xyxy=(1243,1718,1577,1744)
day-number: 31 xyxy=(104,150,139,187)
header-title: ΜΑΚΕΔΟΝΙΑ xyxy=(747,63,845,78)
signature: Ὁ Δήμαρχος Σουρώτης Απ. ΔΑΛΑΚΑΣ xyxy=(35,691,233,704)
heading-antallaximon: ΟΜΟΛΟΓΙΑΙ ΑΝΤΑΛΛΑΞΙΜΩΝ xyxy=(984,1847,1144,1860)
rate-city: Βερολῖνον xyxy=(1245,1904,1301,1917)
lawyer-prev: (Τέως βουλευτής) xyxy=(733,1355,827,1368)
heading-pyrkagia: Η ΜΕΓΑΛΗ ΠΥΡΚΑΓΙΑ ΕΙΣ ΤΟ ΧΩΡΙΟΝ ΚΑΒΑΚΛΗ xyxy=(1355,834,1550,867)
heading-fovoi-sub: ΔΙ ΑΝΩΜΑΛΟΙ ΔΙΚΑΙΟΠΡΑΞΙΑΙ xyxy=(697,416,863,429)
sun-times: Ἀνατ. ἡλίου 7.44. — Δύσις 5.18 xyxy=(42,205,203,216)
exchange-rates-table xyxy=(1244,1749,1578,1956)
market-notice xyxy=(897,1328,1577,1517)
article-text: Συνελήφθη ὁ Μιχ. Μ. ἀκολουθῶν ἐπὶ τῆς ὁδοῦ Τσιμισκῆ. xyxy=(1324,461,1581,487)
col4-right xyxy=(1110,270,1313,1104)
market-title: ΕΒΔΟΜΑΔΙΑΙΑ ΕΜΠΟΡΙΚΗ ΑΓΟΡΑ ΣΚΥΔΡΑΣ xyxy=(1036,1331,1439,1352)
article-text: Συνελήφθησαν δύο ἐκ τῶν κατασκόπων μὲ τὴν κλοπὴν εἰς τὸ ἐμπορικὸν τοῦ κ. Γεωργίου. xyxy=(1324,508,1581,535)
article-text: Διαιτητὴς τοῦ ἀγῶνος ὀρίσθη εἷς τῶν ἐκλεκτῶν διαιτητῶν τῆς Ἑνώσεως. Αἱ ὁμάδες θὰ παραταχθοῦν ὡς ἑξῆς: Ἄρης — Τερζής, Βικέλας, Ἀγγελίδης, Νούλας, Παπαδόπουλος κ.λ.π. xyxy=(245,371,449,436)
heading-fytorio: ΤΟ ΕΡΓΟΔΟΧΕΙΟΝ ΚΗΠΙ ΤΗΣ ΦΥΤΩΡΙΟΥ xyxy=(919,803,1079,828)
heading-xrimatistirion-sub: (ΔΕΛΤΙΟΝ ΤΙΜΩΝ ΞΕΝΩΝ ΧΡΗΜΑΤΙΣΤΗΡΙΩΝ) xyxy=(1288,1667,1532,1679)
article-text: —Συνέλευσις Ε.Π.Ο. —Πανελλήνιον Συνέδριον —Η.Α.Ο.Κ.—Ἄρης —Ἡρακλῆς—Μ. Ἀλέξανδρος xyxy=(245,498,396,551)
car-illustration-icon xyxy=(100,1694,577,1933)
film-title: ΜΑΡΙΑ Η ΠΕΝΤΑΓΙΩΤΙΣΣΑ xyxy=(758,2150,1501,2212)
rate-value: 14.90 xyxy=(1544,1814,1575,1827)
article-text: Ὁ Διευθυντὴς τοῦ Γεωργικοῦ Ἰνστιτούτου ἐπεσκέφθη χθὲς τὸ φυτώριον καὶ ἐξέφρασε τὴν ἱκανοποίησίν του διὰ τὴν πρόοδον τῶν ἐργασιῶν. xyxy=(897,832,1100,897)
kicker: ΕΙΣ ΤΟ ΠΑΝΕΠΙΣΤΗΜΙΟΝ xyxy=(675,94,812,104)
article-text: —Πρόσκλησις «Ἀτλαντὸς». Καλοῦνται ἅπαντες οἱ ἀθληταὶ τοῦ Συλλόγου ὅπως προσέλθουν εἰς τὰ γραφεῖα διὰ σοβαρὸν ζήτημα. xyxy=(459,485,663,538)
essex-feature: ΝΕΑ ΦΡΕΝΑ xyxy=(252,2016,425,2045)
clinic-title: ΝΕΑ ΚΛΙΝΙΚΗ xyxy=(67,864,178,883)
article-text: Ἐντὸς τῆς ἐβδομάδος θὰ γίνουν αἱ προσφυγικαὶ ἐκλογαί. xyxy=(1324,556,1581,583)
events-banner: ΓΕΓΟΝΟΤΑ xyxy=(1324,92,1581,134)
article-text: Ἡ Ἐθνικὴ Τράπεζα ἀνακοινοῖ ὅτι ἀπὸ αὔριον ἄρχεται ἡ πληρωμὴ τῶν κληρωθεισῶν προσφυγικῶν ὁμολογιῶν τῆς 1ης σειρᾶς. Οἱ κάτοχοι δέον νὰ προσέλθουν εἰς τὸ Ταμεῖον. xyxy=(897,619,1100,697)
rate-row xyxy=(1244,1827,1578,1840)
article-text: Τὸ Ἐμπορικὸν καὶ Βιομηχανικὸν Ἐπιμελητήριον Θεσ/νίκης προσκαλεῖ διαγωνισμὸν μεταξὺ Ἑλλήνων ἀρχιτεκτόνων καὶ Μηχανικῶν διπλωματούχων ἀνωτέρων ἱδρυμάτων ἢ ἀλλοδαπῶν Σχολῶν διὰ τὴν σύνταξιν προσχεδίου διὰ τὴν ἀνέγερσιν τοῦ Θεσσαλονίκῃ νεωτέρου κτιρίου. xyxy=(12,333,233,439)
article-text: Διετάχθη ἡ καταβολὴ εἰς τοὺς ἀκτήμονας τῆς περιφερείας Χαλκιδικῆς. xyxy=(1110,465,1313,504)
small-ad: ΠΩΛΕΙΤΑΙ Καφεζαχαροπλαστεῖον κείμενον εἰς τὸ κεντρικώτερον μέρος τῆς πόλεως. Πληροφορίαι παρὰ τῷ κ. Μιχαὴλ Τσιρόκῳ, Τσιμισκῆ 92. xyxy=(459,648,663,699)
heading-syllipseis: ΣΥΛΛΗΨΕΙΣ xyxy=(1420,397,1486,410)
article-text: Ἐπίσης τὴν αὐτὴν ὥραν εἰς τὸ γήπεδον τῶν Ἐθνικῶν θὰ διεξαχθῇ ἡ ἑτέρα ἐνδιαφέρουσα συνάντησις τῶν ὁμάδων Ἡρακλῆς καὶ Μέγας Ἀλέξανδρος. Τοῦ ἀγῶνος τούτου ἀναμένεται μεγίστη προσέλευσις φιλάθλων. xyxy=(245,556,449,648)
heading-synelefsis: ΠΡΟΣΚΛΗΣΙΣ ΓΕΝ. ΣΥΝΕΛΕΥΣΕΩΣ ΣΥΝΤΕΧΝΙΑΣ ΠΑΝΤΟΠΩΛΩΝ & ΕΔΩΔΙΜΟΠΩΛΩΝ xyxy=(686,826,875,864)
heading-fonefis: ΤΡΕΛΛΟΣ ΦΟΝΕΥΤΗΣ xyxy=(1392,335,1513,348)
